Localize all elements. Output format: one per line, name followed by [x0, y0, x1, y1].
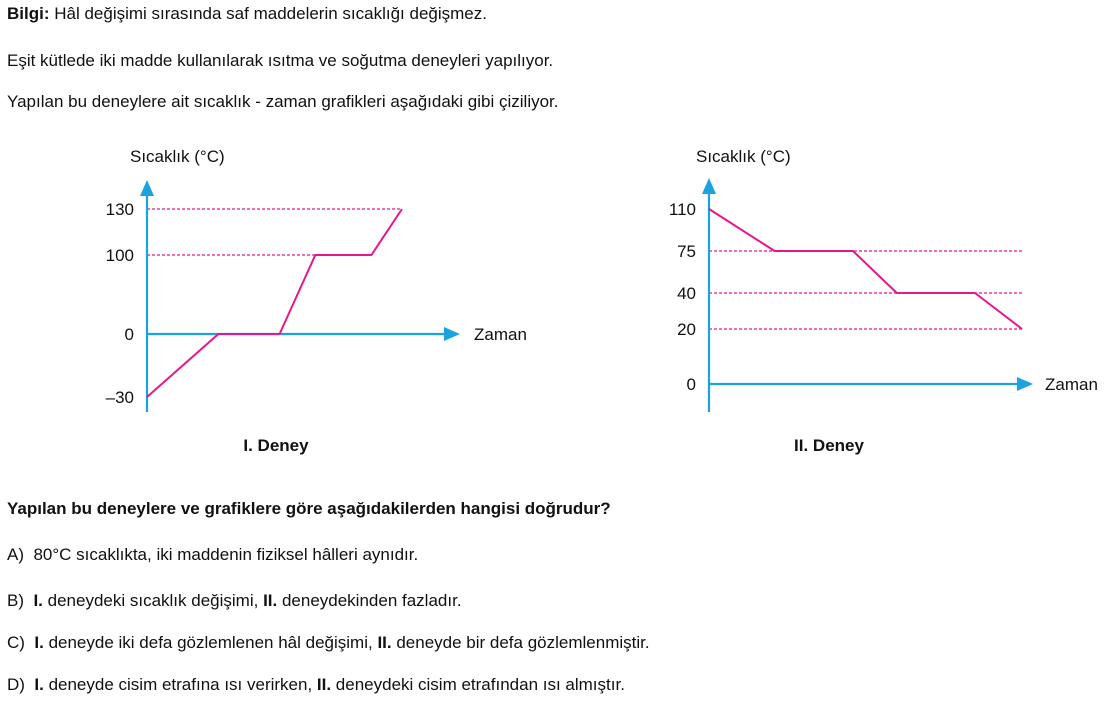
y-tick-label: 130 — [105, 200, 134, 219]
y-axis-label: Sıcaklık (°C) — [696, 147, 791, 166]
y-tick-label: –30 — [105, 388, 134, 407]
info-text: Hâl değişimi sırasında saf maddelerin sıcaklığı değişmez. — [49, 4, 487, 23]
info-label: Bilgi: — [7, 4, 50, 23]
option-text-part: II. — [263, 591, 278, 610]
option-text-part: deneyde iki defa gözlemlenen hâl değişimi, — [43, 633, 378, 652]
option-letter: A) — [7, 545, 34, 564]
x-axis-arrow-icon — [1017, 377, 1033, 391]
option-d[interactable] — [7, 675, 625, 695]
option-text-part: 80°C sıcaklıkta, iki maddenin fiziksel hâlleri aynıdır. — [33, 545, 419, 564]
y-axis-arrow-icon — [140, 180, 154, 196]
chart-title: I. Deney — [243, 436, 309, 455]
option-text-part: I. — [34, 675, 44, 694]
x-axis-arrow-icon — [444, 327, 460, 341]
option-text-part: I. — [33, 591, 43, 610]
series-line — [147, 209, 402, 397]
chart-title: II. Deney — [794, 436, 864, 455]
option-b[interactable] — [7, 591, 462, 611]
y-tick-label: 75 — [677, 242, 696, 261]
y-tick-label: 110 — [668, 200, 696, 219]
option-text-part: II. — [316, 675, 332, 694]
intro-line-3: Yapılan bu deneylere ait sıcaklık - zaman grafikleri aşağıdaki gibi çiziliyor. — [7, 92, 559, 111]
question-text: Yapılan bu deneylere ve grafiklere göre aşağıdakilerden hangisi doğrudur? — [7, 499, 611, 518]
option-text-part: deneydeki cisim etrafından ısı almıştır. — [331, 675, 625, 694]
option-letter: D) — [7, 675, 35, 694]
y-tick-label: 40 — [677, 284, 696, 303]
y-tick-label: 20 — [677, 320, 696, 339]
series-line — [709, 209, 1022, 329]
option-text-part: deneydekinden fazladır. — [277, 591, 462, 610]
x-axis-label: Zaman — [474, 325, 527, 344]
option-a[interactable] — [7, 545, 418, 565]
y-axis-arrow-icon — [702, 178, 716, 194]
y-axis-label: Sıcaklık (°C) — [130, 147, 225, 166]
option-text-part: I. — [34, 633, 44, 652]
option-text-part: II. — [377, 633, 392, 652]
x-axis-label: Zaman — [1045, 375, 1098, 394]
intro-line-2: Eşit kütlede iki madde kullanılarak ısıtma ve soğutma deneyleri yapılıyor. — [7, 51, 554, 70]
y-tick-label: 0 — [124, 325, 134, 344]
option-text-part: deneyde cisim etrafına ısı verirken, — [43, 675, 317, 694]
option-letter: C) — [7, 633, 35, 652]
option-letter: B) — [7, 591, 34, 610]
option-c[interactable] — [7, 633, 650, 653]
y-tick-label: 100 — [105, 246, 134, 265]
y-tick-label: 0 — [686, 375, 696, 394]
option-text-part: deneyde bir defa gözlemlenmiştir. — [391, 633, 650, 652]
option-text-part: deneydeki sıcaklık değişimi, — [42, 591, 264, 610]
